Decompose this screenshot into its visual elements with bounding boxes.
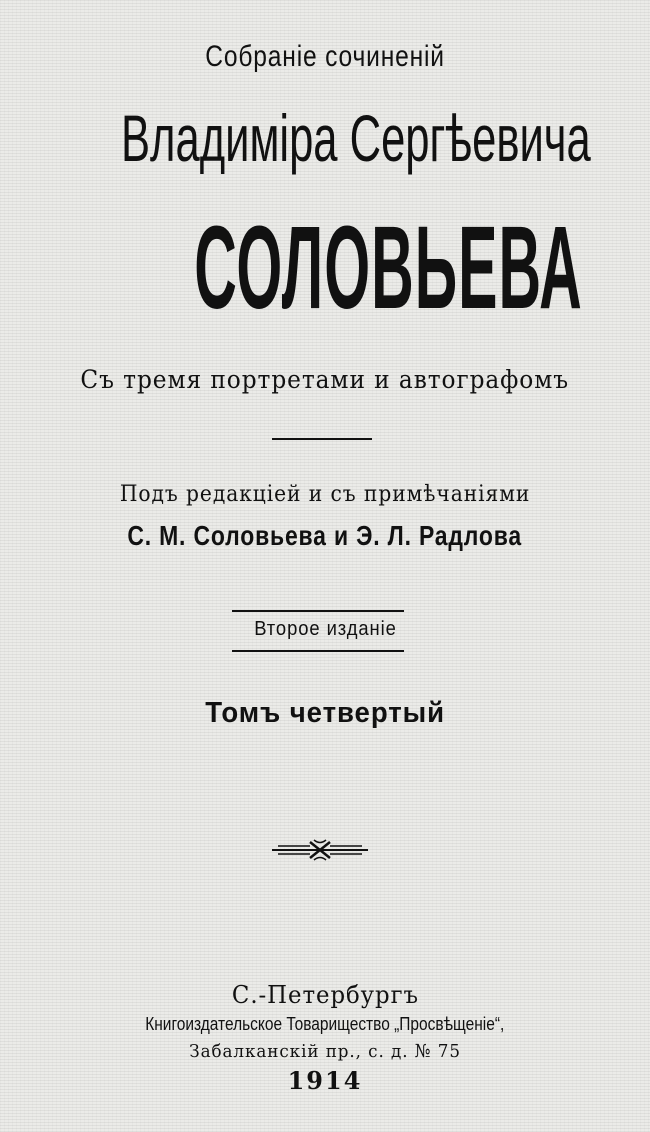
imprint-city	[0, 981, 650, 1009]
vignette-ornament-icon	[270, 838, 370, 862]
imprint-city-text: С.-Петербургъ	[231, 981, 419, 1009]
editors-line	[0, 520, 650, 552]
collected-works-heading	[0, 40, 650, 74]
edition-text: Второе изданіе	[253, 618, 397, 640]
edition-label	[0, 618, 650, 641]
author-name-text: Владиміра Сергѣевича	[120, 101, 591, 175]
volume-label	[0, 697, 650, 730]
imprint-address	[0, 1041, 650, 1062]
edition-rule-top	[232, 610, 404, 612]
imprint-year: 1914	[287, 1066, 363, 1095]
author-name	[0, 100, 650, 176]
collected-works-text: Собраніе сочиненій	[205, 40, 445, 73]
portraits-text: Съ тремя портретами и автографомъ	[80, 365, 570, 394]
edition-rule-bottom	[232, 650, 404, 652]
author-surname	[0, 200, 650, 336]
editorship-text: Подъ редакціей и съ примѣчаніями	[119, 482, 531, 507]
imprint-publisher-text: Книгоиздательское Товарищество „Просвѣщеніе“,	[145, 1014, 505, 1034]
portraits-line	[0, 365, 650, 394]
imprint-address-text: Забалканскій пр., с. д. № 75	[189, 1041, 461, 1062]
editors-text: С. М. Соловьева и Э. Л. Радлова	[127, 520, 523, 551]
editorship-line	[0, 482, 650, 507]
imprint-publisher	[0, 1014, 650, 1035]
author-surname-text: СОЛОВЬЕВА	[194, 202, 583, 334]
divider-rule	[272, 438, 372, 440]
volume-text: Томъ четвертый	[205, 697, 445, 729]
